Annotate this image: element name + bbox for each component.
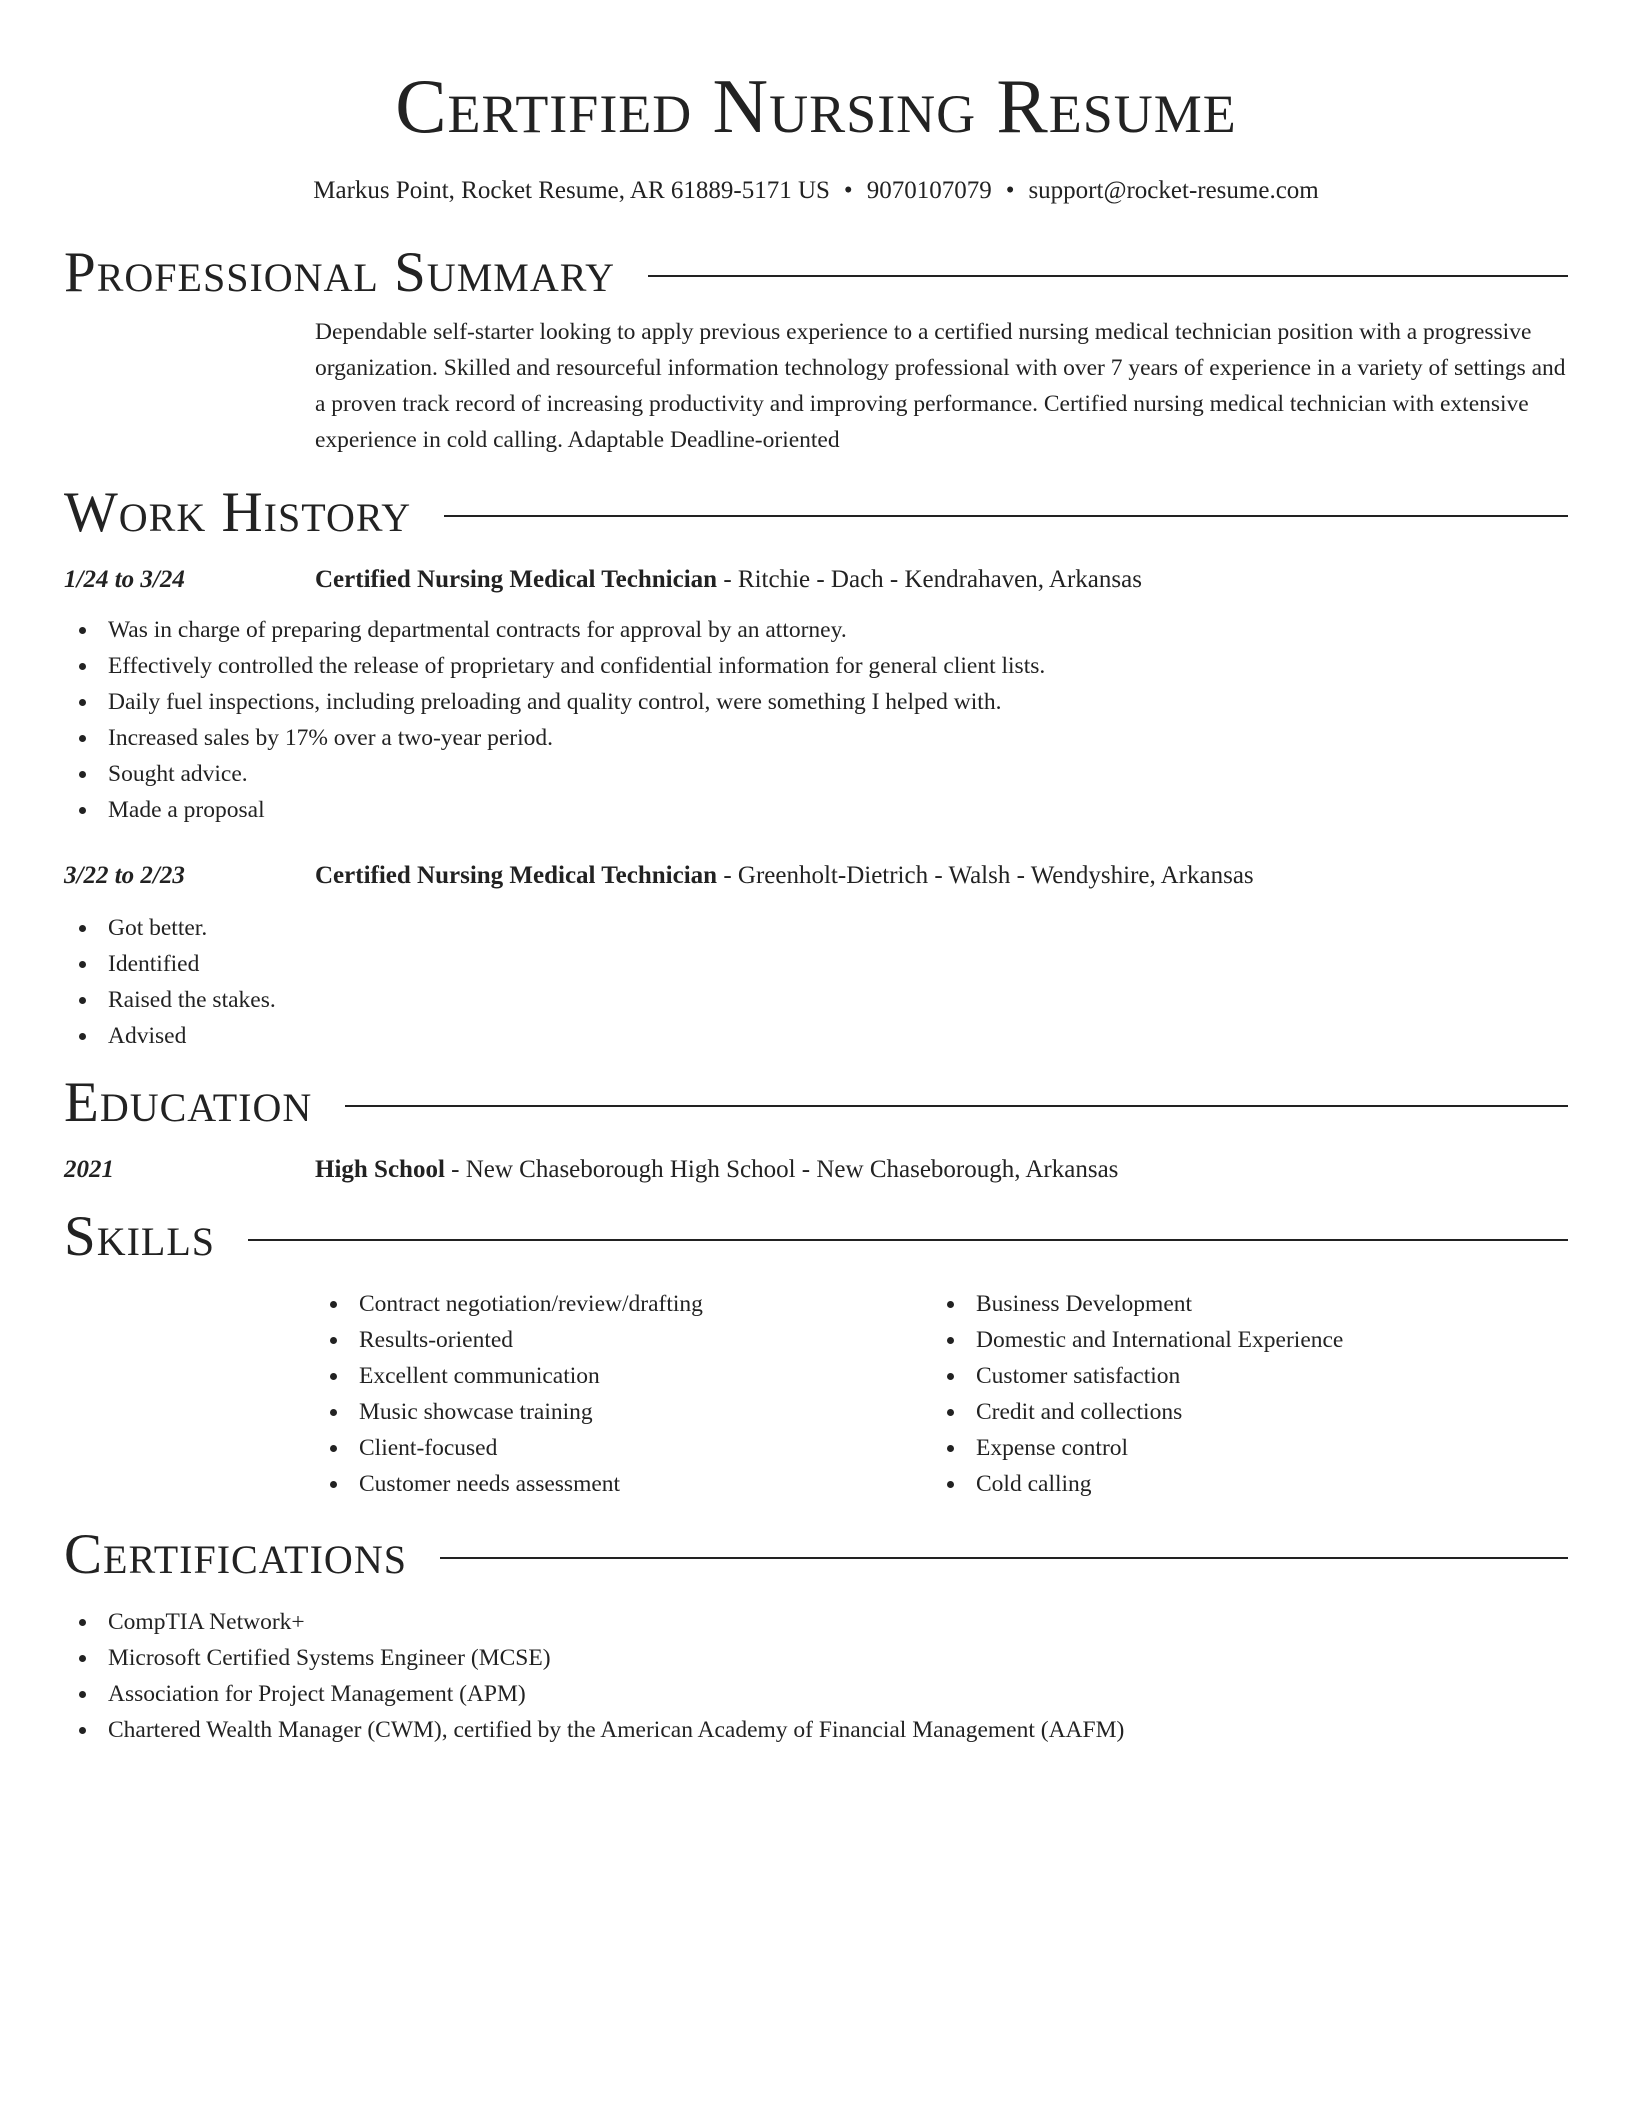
list-item: Daily fuel inspections, including preloading and quality control, were something I helped with. — [64, 684, 1568, 720]
job-heading — [315, 562, 1568, 598]
section-header-skills — [64, 1204, 1568, 1270]
skill-item: Credit and collections — [932, 1394, 1549, 1430]
education-details: - New Chaseborough High School - New Chaseborough, Arkansas — [444, 1156, 1119, 1183]
section-header-summary — [64, 240, 1568, 306]
job-entry — [64, 562, 1568, 598]
skills-list-right — [932, 1286, 1549, 1502]
section-title-education: Education — [64, 1071, 313, 1134]
job-bullet-list — [64, 910, 1568, 1054]
certification-item: Microsoft Certified Systems Engineer (MCSE) — [64, 1640, 1568, 1676]
contact-email: support@rocket-resume.com — [1028, 177, 1319, 204]
skill-item: Music showcase training — [315, 1394, 932, 1430]
job-title: Certified Nursing Medical Technician — [315, 862, 718, 889]
skills-columns — [315, 1286, 1568, 1502]
job-entry — [64, 858, 1568, 894]
education-entry — [64, 1152, 1568, 1188]
skill-item: Cold calling — [932, 1466, 1549, 1502]
list-item: Identified — [64, 946, 1568, 982]
list-item: Was in charge of preparing departmental contracts for approval by an attorney. — [64, 612, 1568, 648]
job-dates: 3/22 to 2/23 — [64, 862, 185, 889]
resume-page — [64, 0, 1568, 1748]
section-title-summary: Professional Summary — [64, 241, 616, 304]
skill-item: Domestic and International Experience — [932, 1322, 1549, 1358]
section-divider — [440, 1557, 1568, 1559]
skill-item: Customer needs assessment — [315, 1466, 932, 1502]
list-item: Increased sales by 17% over a two-year period. — [64, 720, 1568, 756]
job-heading — [315, 858, 1568, 894]
contact-address: Markus Point, Rocket Resume, AR 61889-5171 US — [313, 177, 830, 204]
job-details: - Ritchie - Dach - Kendrahaven, Arkansas — [717, 566, 1142, 593]
section-divider — [648, 275, 1568, 277]
education-degree: High School — [315, 1156, 445, 1183]
skill-item: Contract negotiation/review/drafting — [315, 1286, 932, 1322]
section-divider — [248, 1239, 1568, 1241]
certification-item: CompTIA Network+ — [64, 1604, 1568, 1640]
skill-item: Business Development — [932, 1286, 1549, 1322]
section-divider — [444, 515, 1568, 517]
skill-item: Expense control — [932, 1430, 1549, 1466]
summary-text: Dependable self-starter looking to apply previous experience to a certified nursing medical technician position with a progressive organization. Skilled and resourceful information technology professional with over 7 years of experience in a variety of settings and a proven track record of increasing productivity and improving performance. Certified nursing medical technician with extensive experience in cold calling. Adaptable Deadline-oriented — [315, 319, 1566, 453]
section-header-education — [64, 1070, 1568, 1136]
section-title-work-history: Work History — [64, 481, 412, 544]
list-item: Raised the stakes. — [64, 982, 1568, 1018]
section-header-certifications — [64, 1522, 1568, 1588]
job-title: Certified Nursing Medical Technician — [315, 566, 718, 593]
contact-separator: • — [1005, 177, 1015, 204]
section-divider — [345, 1105, 1568, 1107]
resume-title: Certified Nursing Resume — [395, 63, 1237, 149]
job-bullet-list — [64, 612, 1568, 828]
skill-item: Client-focused — [315, 1430, 932, 1466]
section-title-skills: Skills — [64, 1205, 216, 1268]
section-header-work-history — [64, 480, 1568, 546]
contact-separator: • — [843, 177, 853, 204]
contact-phone: 9070107079 — [866, 177, 992, 204]
list-item: Advised — [64, 1018, 1568, 1054]
skills-list-left — [315, 1286, 932, 1502]
list-item: Sought advice. — [64, 756, 1568, 792]
education-heading — [315, 1152, 1568, 1188]
skill-item: Customer satisfaction — [932, 1358, 1549, 1394]
skill-item: Results-oriented — [315, 1322, 932, 1358]
job-dates: 1/24 to 3/24 — [64, 566, 185, 593]
list-item: Made a proposal — [64, 792, 1568, 828]
section-title-certifications: Certifications — [64, 1523, 407, 1586]
contact-line — [64, 174, 1568, 208]
certification-item: Chartered Wealth Manager (CWM), certified by the American Academy of Financial Management (AAFM) — [64, 1712, 1568, 1748]
job-details: - Greenholt-Dietrich - Walsh - Wendyshire, Arkansas — [717, 862, 1254, 889]
certifications-list — [64, 1604, 1568, 1748]
skill-item: Excellent communication — [315, 1358, 932, 1394]
certification-item: Association for Project Management (APM) — [64, 1676, 1568, 1712]
list-item: Got better. — [64, 910, 1568, 946]
education-year: 2021 — [64, 1156, 114, 1183]
list-item: Effectively controlled the release of proprietary and confidential information for general client lists. — [64, 648, 1568, 684]
